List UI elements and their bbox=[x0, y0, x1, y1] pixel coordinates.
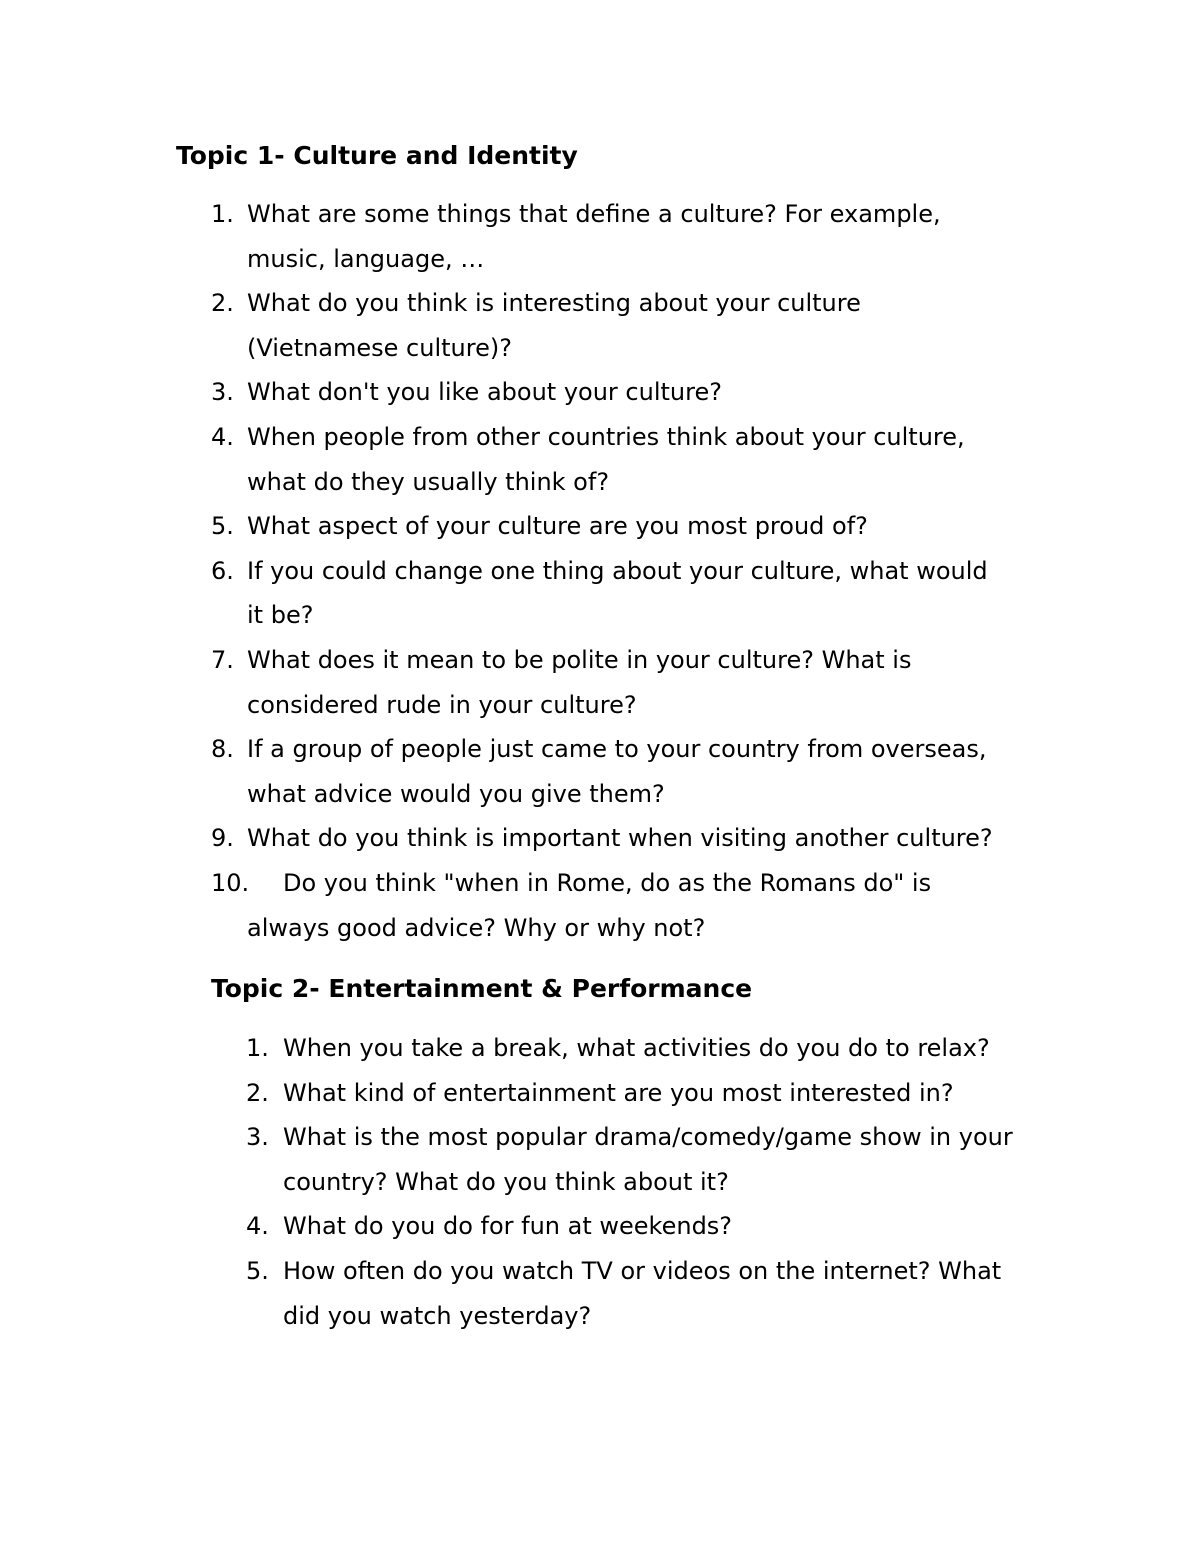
question-text-line: what advice would you give them? bbox=[247, 779, 665, 808]
question-text bbox=[247, 370, 1100, 415]
question-item bbox=[0, 370, 1100, 415]
question-number: 7. bbox=[211, 645, 234, 674]
question-text bbox=[283, 1204, 1100, 1249]
question-item bbox=[0, 727, 1100, 816]
question-text-line: country? What do you think about it? bbox=[283, 1167, 729, 1196]
topic-2-heading: Topic 2- Entertainment & Performance bbox=[211, 974, 753, 1003]
question-text-line: did you watch yesterday? bbox=[283, 1301, 592, 1330]
question-number: 5. bbox=[211, 512, 234, 541]
question-number: 9. bbox=[211, 824, 234, 853]
question-number: 3. bbox=[211, 378, 234, 407]
question-text-line: it be? bbox=[247, 601, 314, 630]
question-item bbox=[0, 1071, 1100, 1116]
question-text-line: When people from other countries think about your culture, bbox=[247, 422, 965, 451]
question-text-line: If a group of people just came to your country from overseas, bbox=[247, 735, 987, 764]
question-text bbox=[283, 1249, 1100, 1338]
question-text bbox=[247, 638, 1100, 727]
question-item bbox=[0, 1026, 1100, 1071]
question-text-line: When you take a break, what activities do you do to relax? bbox=[283, 1034, 990, 1062]
topic-2-question-list bbox=[0, 1026, 1100, 1338]
question-number: 4. bbox=[211, 422, 234, 451]
question-text bbox=[283, 1071, 1100, 1116]
question-item bbox=[0, 638, 1100, 727]
question-item bbox=[0, 1115, 1100, 1204]
question-item bbox=[0, 816, 1100, 861]
question-number: 4. bbox=[246, 1212, 269, 1241]
question-number: 1. bbox=[246, 1034, 269, 1062]
question-text-line: what do they usually think of? bbox=[247, 467, 610, 496]
question-text-line: What are some things that define a culture? For example, bbox=[247, 200, 941, 228]
topic-1-question-list bbox=[0, 192, 1100, 950]
question-text-line: What is the most popular drama/comedy/game show in your bbox=[283, 1123, 1013, 1152]
question-text-line: How often do you watch TV or videos on the internet? What bbox=[283, 1256, 1002, 1285]
question-number: 1. bbox=[211, 200, 234, 228]
question-text bbox=[247, 281, 1100, 370]
question-text-line: always good advice? Why or why not? bbox=[247, 913, 706, 942]
question-text-line: What kind of entertainment are you most interested in? bbox=[283, 1078, 954, 1107]
topic-1-heading: Topic 1- Culture and Identity bbox=[176, 141, 578, 170]
question-item bbox=[0, 549, 1100, 638]
question-item bbox=[0, 415, 1100, 504]
question-number: 3. bbox=[246, 1123, 269, 1152]
question-text bbox=[283, 1115, 1100, 1204]
question-number: 5. bbox=[246, 1256, 269, 1285]
question-text-line: What do you do for fun at weekends? bbox=[283, 1212, 733, 1241]
question-item bbox=[0, 504, 1100, 549]
question-item bbox=[0, 281, 1100, 370]
question-item bbox=[0, 861, 1100, 950]
question-text-line: What aspect of your culture are you most proud of? bbox=[247, 512, 868, 541]
question-number: 8. bbox=[211, 735, 234, 764]
question-text-line: considered rude in your culture? bbox=[247, 690, 637, 719]
question-text-line: What does it mean to be polite in your culture? What is bbox=[247, 645, 912, 674]
question-text bbox=[247, 415, 1100, 504]
question-number: 10. bbox=[211, 868, 250, 897]
question-text-line: What do you think is interesting about your culture bbox=[247, 289, 861, 318]
question-text-line: Do you think "when in Rome, do as the Romans do" is bbox=[283, 868, 932, 897]
question-item bbox=[0, 1249, 1100, 1338]
question-text-line: What don't you like about your culture? bbox=[247, 378, 722, 407]
question-number: 6. bbox=[211, 556, 234, 585]
question-text bbox=[283, 1026, 1100, 1071]
question-text bbox=[247, 861, 1100, 950]
question-text-line: music, language, … bbox=[247, 244, 485, 273]
question-text-line: (Vietnamese culture)? bbox=[247, 333, 512, 362]
question-item bbox=[0, 1204, 1100, 1249]
question-text bbox=[247, 549, 1100, 638]
question-text-line: If you could change one thing about your culture, what would bbox=[247, 556, 988, 585]
question-item bbox=[0, 192, 1100, 281]
question-text-line: What do you think is important when visiting another culture? bbox=[247, 824, 993, 853]
question-number: 2. bbox=[211, 289, 234, 318]
question-text bbox=[247, 192, 1100, 281]
question-text bbox=[247, 816, 1100, 861]
question-text bbox=[247, 727, 1100, 816]
question-text bbox=[247, 504, 1100, 549]
question-number: 2. bbox=[246, 1078, 269, 1107]
